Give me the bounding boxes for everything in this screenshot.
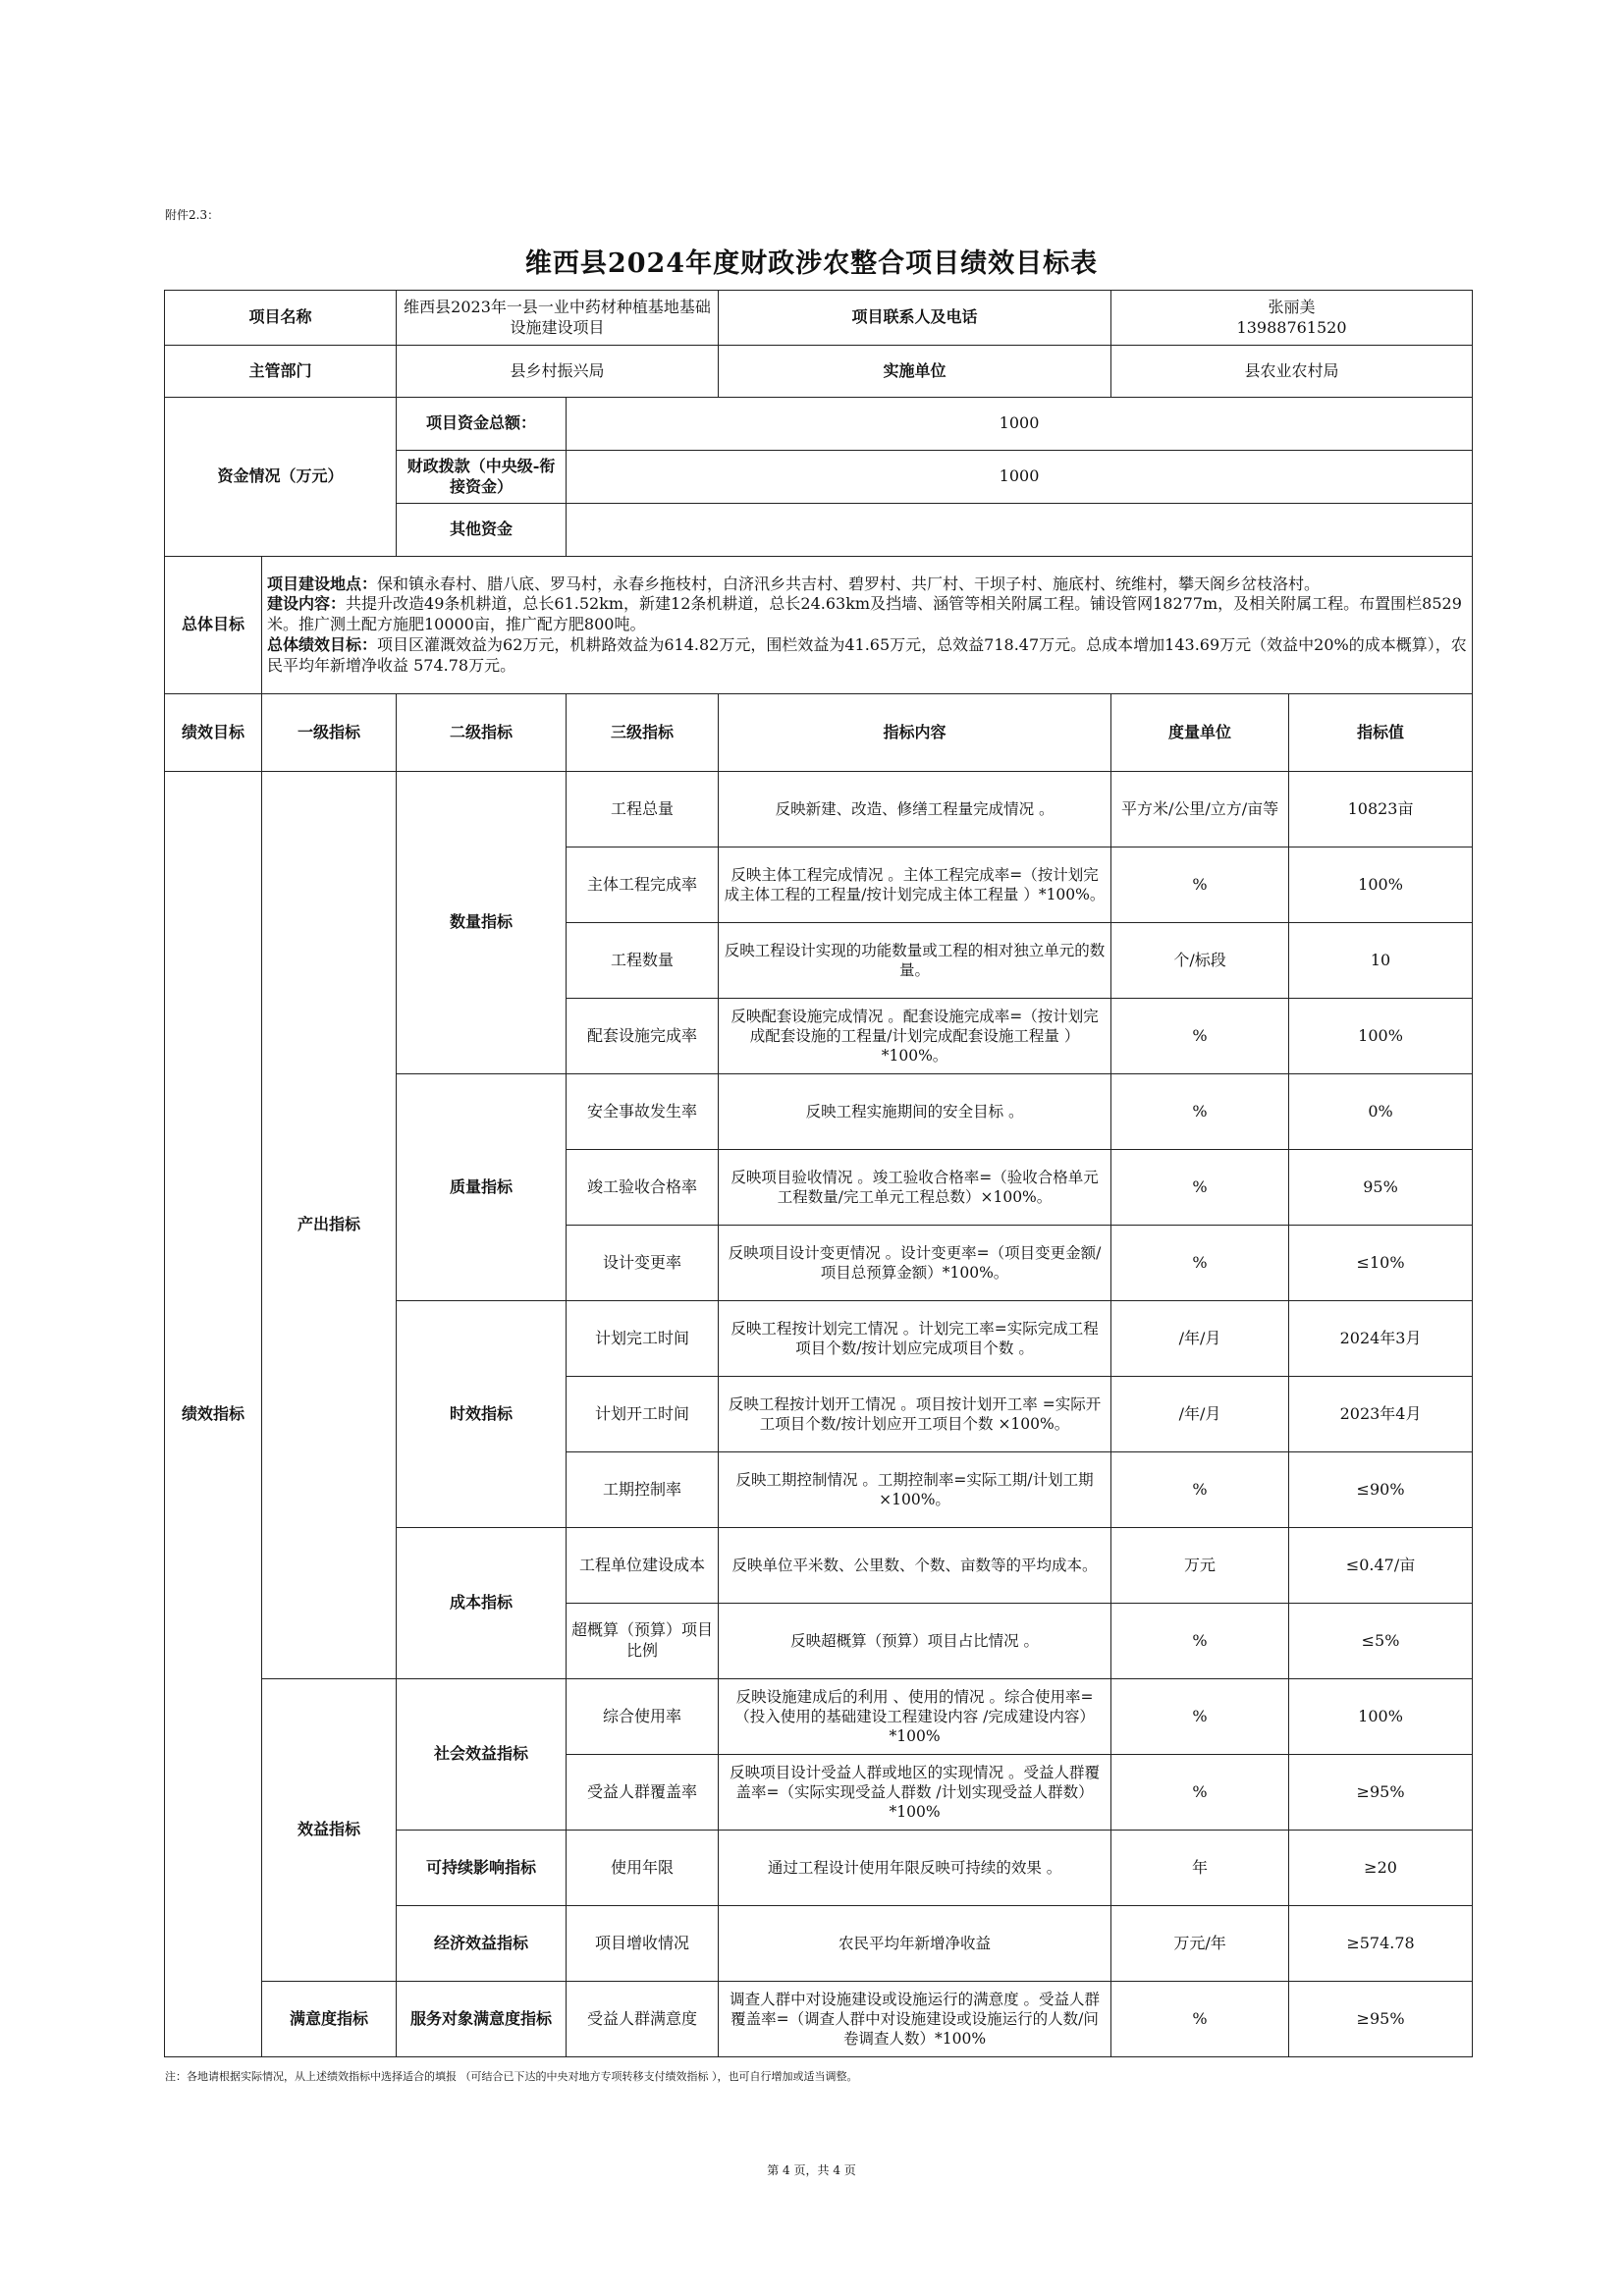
quantity-indicator-label: 数量指标 — [397, 772, 567, 1074]
goal-location — [267, 574, 1467, 595]
level3-cell: 配套设施完成率 — [567, 999, 719, 1074]
unit-cell: % — [1111, 1074, 1289, 1150]
value-cell: 100% — [1289, 847, 1473, 923]
content-cell: 反映超概算（预算）项目占比情况 。 — [719, 1604, 1111, 1679]
service-indicator-label: 服务对象满意度指标 — [397, 1982, 567, 2057]
impl-value: 县农业农村局 — [1111, 346, 1473, 398]
content-cell: 反映工程按计划开工情况 。项目按计划开工率 =实际开工项目个数/按计划应开工项目个数 ×100%。 — [719, 1377, 1111, 1452]
goal-location-label: 项目建设地点： — [267, 574, 378, 593]
footnote: 注：各地请根据实际情况，从上述绩效指标中选择适合的填报 （可结合已下达的中央对地方专项转移支付绩效指标 ），也可自行增加或适当调整。 — [165, 2070, 858, 2083]
level3-cell: 计划开工时间 — [567, 1377, 719, 1452]
content-cell: 反映工程按计划完工情况 。计划完工率=实际完成工程项目个数/按计划应完成项目个数 。 — [719, 1301, 1111, 1377]
level3-cell: 工程总量 — [567, 772, 719, 847]
funds-total-row — [165, 398, 1473, 451]
contact-value — [1111, 291, 1473, 346]
dept-label: 主管部门 — [165, 346, 397, 398]
content-cell: 反映项目设计变更情况 。设计变更率=（项目变更金额/项目总预算金额）*100%。 — [719, 1226, 1111, 1301]
level3-cell: 安全事故发生率 — [567, 1074, 719, 1150]
goal-content — [267, 594, 1467, 635]
cost-indicator-label: 成本指标 — [397, 1528, 567, 1679]
performance-table — [164, 290, 1473, 2057]
unit-cell: 个/标段 — [1111, 923, 1289, 999]
contact-name: 张丽美 — [1268, 297, 1316, 316]
level3-cell: 项目增收情况 — [567, 1906, 719, 1982]
content-cell: 调查人群中对设施建设或设施运行的满意度 。受益人群覆盖率=（调查人群中对设施建设或设施运行的人数/问卷调查人数）*100% — [719, 1982, 1111, 2057]
timeliness-indicator-label: 时效指标 — [397, 1301, 567, 1528]
header-row — [165, 694, 1473, 772]
funds-total-label: 项目资金总额： — [397, 398, 567, 451]
level3-cell: 工程单位建设成本 — [567, 1528, 719, 1604]
project-name-value: 维西县2023年一县一业中药材种植基地基础设施建设项目 — [397, 291, 719, 346]
unit-cell: /年/月 — [1111, 1377, 1289, 1452]
indicator-row — [165, 1982, 1473, 2057]
funds-label: 资金情况（万元） — [165, 398, 397, 557]
value-cell: ≤10% — [1289, 1226, 1473, 1301]
content-cell: 反映工期控制情况 。工期控制率=实际工期/计划工期×100%。 — [719, 1452, 1111, 1528]
impl-label: 实施单位 — [719, 346, 1111, 398]
content-cell: 反映工程设计实现的功能数量或工程的相对独立单元的数量。 — [719, 923, 1111, 999]
value-cell: ≥95% — [1289, 1755, 1473, 1831]
output-indicator-label: 产出指标 — [262, 772, 397, 1679]
goal-perf-label: 总体绩效目标： — [267, 634, 378, 654]
content-cell: 农民平均年新增净收益 — [719, 1906, 1111, 1982]
unit-cell: % — [1111, 999, 1289, 1074]
unit-cell: 年 — [1111, 1831, 1289, 1906]
header-level3: 三级指标 — [567, 694, 719, 772]
value-cell: 2024年3月 — [1289, 1301, 1473, 1377]
level3-cell: 综合使用率 — [567, 1679, 719, 1755]
content-cell: 反映工程实施期间的安全目标 。 — [719, 1074, 1111, 1150]
indicator-row — [165, 772, 1473, 847]
content-cell: 反映主体工程完成情况 。主体工程完成率=（按计划完成主体工程的工程量/按计划完成主体工程量 ）*100%。 — [719, 847, 1111, 923]
level3-cell: 计划完工时间 — [567, 1301, 719, 1377]
indicator-row — [165, 1679, 1473, 1755]
level3-cell: 设计变更率 — [567, 1226, 719, 1301]
project-name-label: 项目名称 — [165, 291, 397, 346]
goal-perf — [267, 635, 1467, 677]
unit-cell: % — [1111, 1604, 1289, 1679]
value-cell: 10823亩 — [1289, 772, 1473, 847]
unit-cell: /年/月 — [1111, 1301, 1289, 1377]
funds-total-value: 1000 — [567, 398, 1473, 451]
goal-location-text: 保和镇永春村、腊八底、罗马村，永春乡拖枝村，白济汛乡共吉村、碧罗村、共厂村、干坝子村、施底村、统维村，攀天阁乡岔枝洛村。 — [377, 574, 1321, 593]
overall-goal-text — [262, 557, 1473, 694]
quality-indicator-label: 质量指标 — [397, 1074, 567, 1301]
level3-cell: 竣工验收合格率 — [567, 1150, 719, 1226]
value-cell: 10 — [1289, 923, 1473, 999]
header-level1: 一级指标 — [262, 694, 397, 772]
economic-indicator-label: 经济效益指标 — [397, 1906, 567, 1982]
unit-cell: % — [1111, 1452, 1289, 1528]
value-cell: 100% — [1289, 999, 1473, 1074]
goal-perf-text: 项目区灌溉效益为62万元，机耕路效益为614.82万元，围栏效益为41.65万元，总效益718.47万元。总成本增加143.69万元（效益中20%的成本概算），农民平均年新增净收益 574.78万元。 — [267, 634, 1467, 675]
value-cell: ≥95% — [1289, 1982, 1473, 2057]
content-cell: 反映设施建成后的利用 、使用的情况 。综合使用率=（投入使用的基础建设工程建设内容 /完成建设内容）*100% — [719, 1679, 1111, 1755]
value-cell: 2023年4月 — [1289, 1377, 1473, 1452]
funds-fiscal-value: 1000 — [567, 451, 1473, 504]
attachment-label: 附件2.3： — [165, 208, 220, 222]
level3-cell: 超概算（预算）项目比例 — [567, 1604, 719, 1679]
funds-other-value — [567, 504, 1473, 557]
value-cell: ≤90% — [1289, 1452, 1473, 1528]
content-cell: 反映新建、改造、修缮工程量完成情况 。 — [719, 772, 1111, 847]
funds-other-label: 其他资金 — [397, 504, 567, 557]
unit-cell: % — [1111, 847, 1289, 923]
page-number: 第 4 页，共 4 页 — [767, 2163, 856, 2177]
unit-cell: % — [1111, 1755, 1289, 1831]
header-perf-goal: 绩效目标 — [165, 694, 262, 772]
content-cell: 通过工程设计使用年限反映可持续的效果 。 — [719, 1831, 1111, 1906]
value-cell: 100% — [1289, 1679, 1473, 1755]
content-cell: 反映项目验收情况 。竣工验收合格率=（验收合格单元工程数量/完工单元工程总数）×100%。 — [719, 1150, 1111, 1226]
dept-row — [165, 346, 1473, 398]
contact-phone: 13988761520 — [1236, 317, 1347, 337]
header-unit: 度量单位 — [1111, 694, 1289, 772]
value-cell: 95% — [1289, 1150, 1473, 1226]
value-cell: 0% — [1289, 1074, 1473, 1150]
header-content: 指标内容 — [719, 694, 1111, 772]
level3-cell: 受益人群覆盖率 — [567, 1755, 719, 1831]
content-cell: 反映配套设施完成情况 。配套设施完成率=（按计划完成配套设施的工程量/计划完成配套设施工程量 ）*100%。 — [719, 999, 1111, 1074]
unit-cell: % — [1111, 1982, 1289, 2057]
page-title: 维西县2024年度财政涉农整合项目绩效目标表 — [524, 248, 1099, 279]
unit-cell: 万元 — [1111, 1528, 1289, 1604]
dept-value: 县乡村振兴局 — [397, 346, 719, 398]
unit-cell: 万元/年 — [1111, 1906, 1289, 1982]
value-cell: ≥20 — [1289, 1831, 1473, 1906]
satisfaction-indicator-label: 满意度指标 — [262, 1982, 397, 2057]
content-cell: 反映项目设计受益人群或地区的实现情况 。受益人群覆盖率=（实际实现受益人群数 /计划实现受益人群数）*100% — [719, 1755, 1111, 1831]
content-cell: 反映单位平米数、公里数、个数、亩数等的平均成本。 — [719, 1528, 1111, 1604]
level3-cell: 受益人群满意度 — [567, 1982, 719, 2057]
goal-content-text: 共提升改造49条机耕道，总长61.52km，新建12条机耕道，总长24.63km及挡墙、涵管等相关附属工程。铺设管网18277m，及相关附属工程。布置围栏8529米。推广测土配方施肥10000亩，推广配方肥800吨。 — [267, 594, 1462, 634]
contact-label: 项目联系人及电话 — [719, 291, 1111, 346]
unit-cell: % — [1111, 1679, 1289, 1755]
social-indicator-label: 社会效益指标 — [397, 1679, 567, 1831]
level3-cell: 工期控制率 — [567, 1452, 719, 1528]
level3-cell: 主体工程完成率 — [567, 847, 719, 923]
sustain-indicator-label: 可持续影响指标 — [397, 1831, 567, 1906]
level3-cell: 使用年限 — [567, 1831, 719, 1906]
header-level2: 二级指标 — [397, 694, 567, 772]
unit-cell: % — [1111, 1226, 1289, 1301]
value-cell: ≤5% — [1289, 1604, 1473, 1679]
goal-content-label: 建设内容： — [267, 594, 347, 614]
perf-indicator-label: 绩效指标 — [165, 772, 262, 2057]
level3-cell: 工程数量 — [567, 923, 719, 999]
overall-goal-label: 总体目标 — [165, 557, 262, 694]
header-value: 指标值 — [1289, 694, 1473, 772]
unit-cell: 平方米/公里/立方/亩等 — [1111, 772, 1289, 847]
funds-fiscal-label: 财政拨款（中央级-衔接资金） — [397, 451, 567, 504]
overall-goal-row — [165, 557, 1473, 694]
value-cell: ≥574.78 — [1289, 1906, 1473, 1982]
benefit-indicator-label: 效益指标 — [262, 1679, 397, 1982]
unit-cell: % — [1111, 1150, 1289, 1226]
value-cell: ≤0.47/亩 — [1289, 1528, 1473, 1604]
project-name-row — [165, 291, 1473, 346]
